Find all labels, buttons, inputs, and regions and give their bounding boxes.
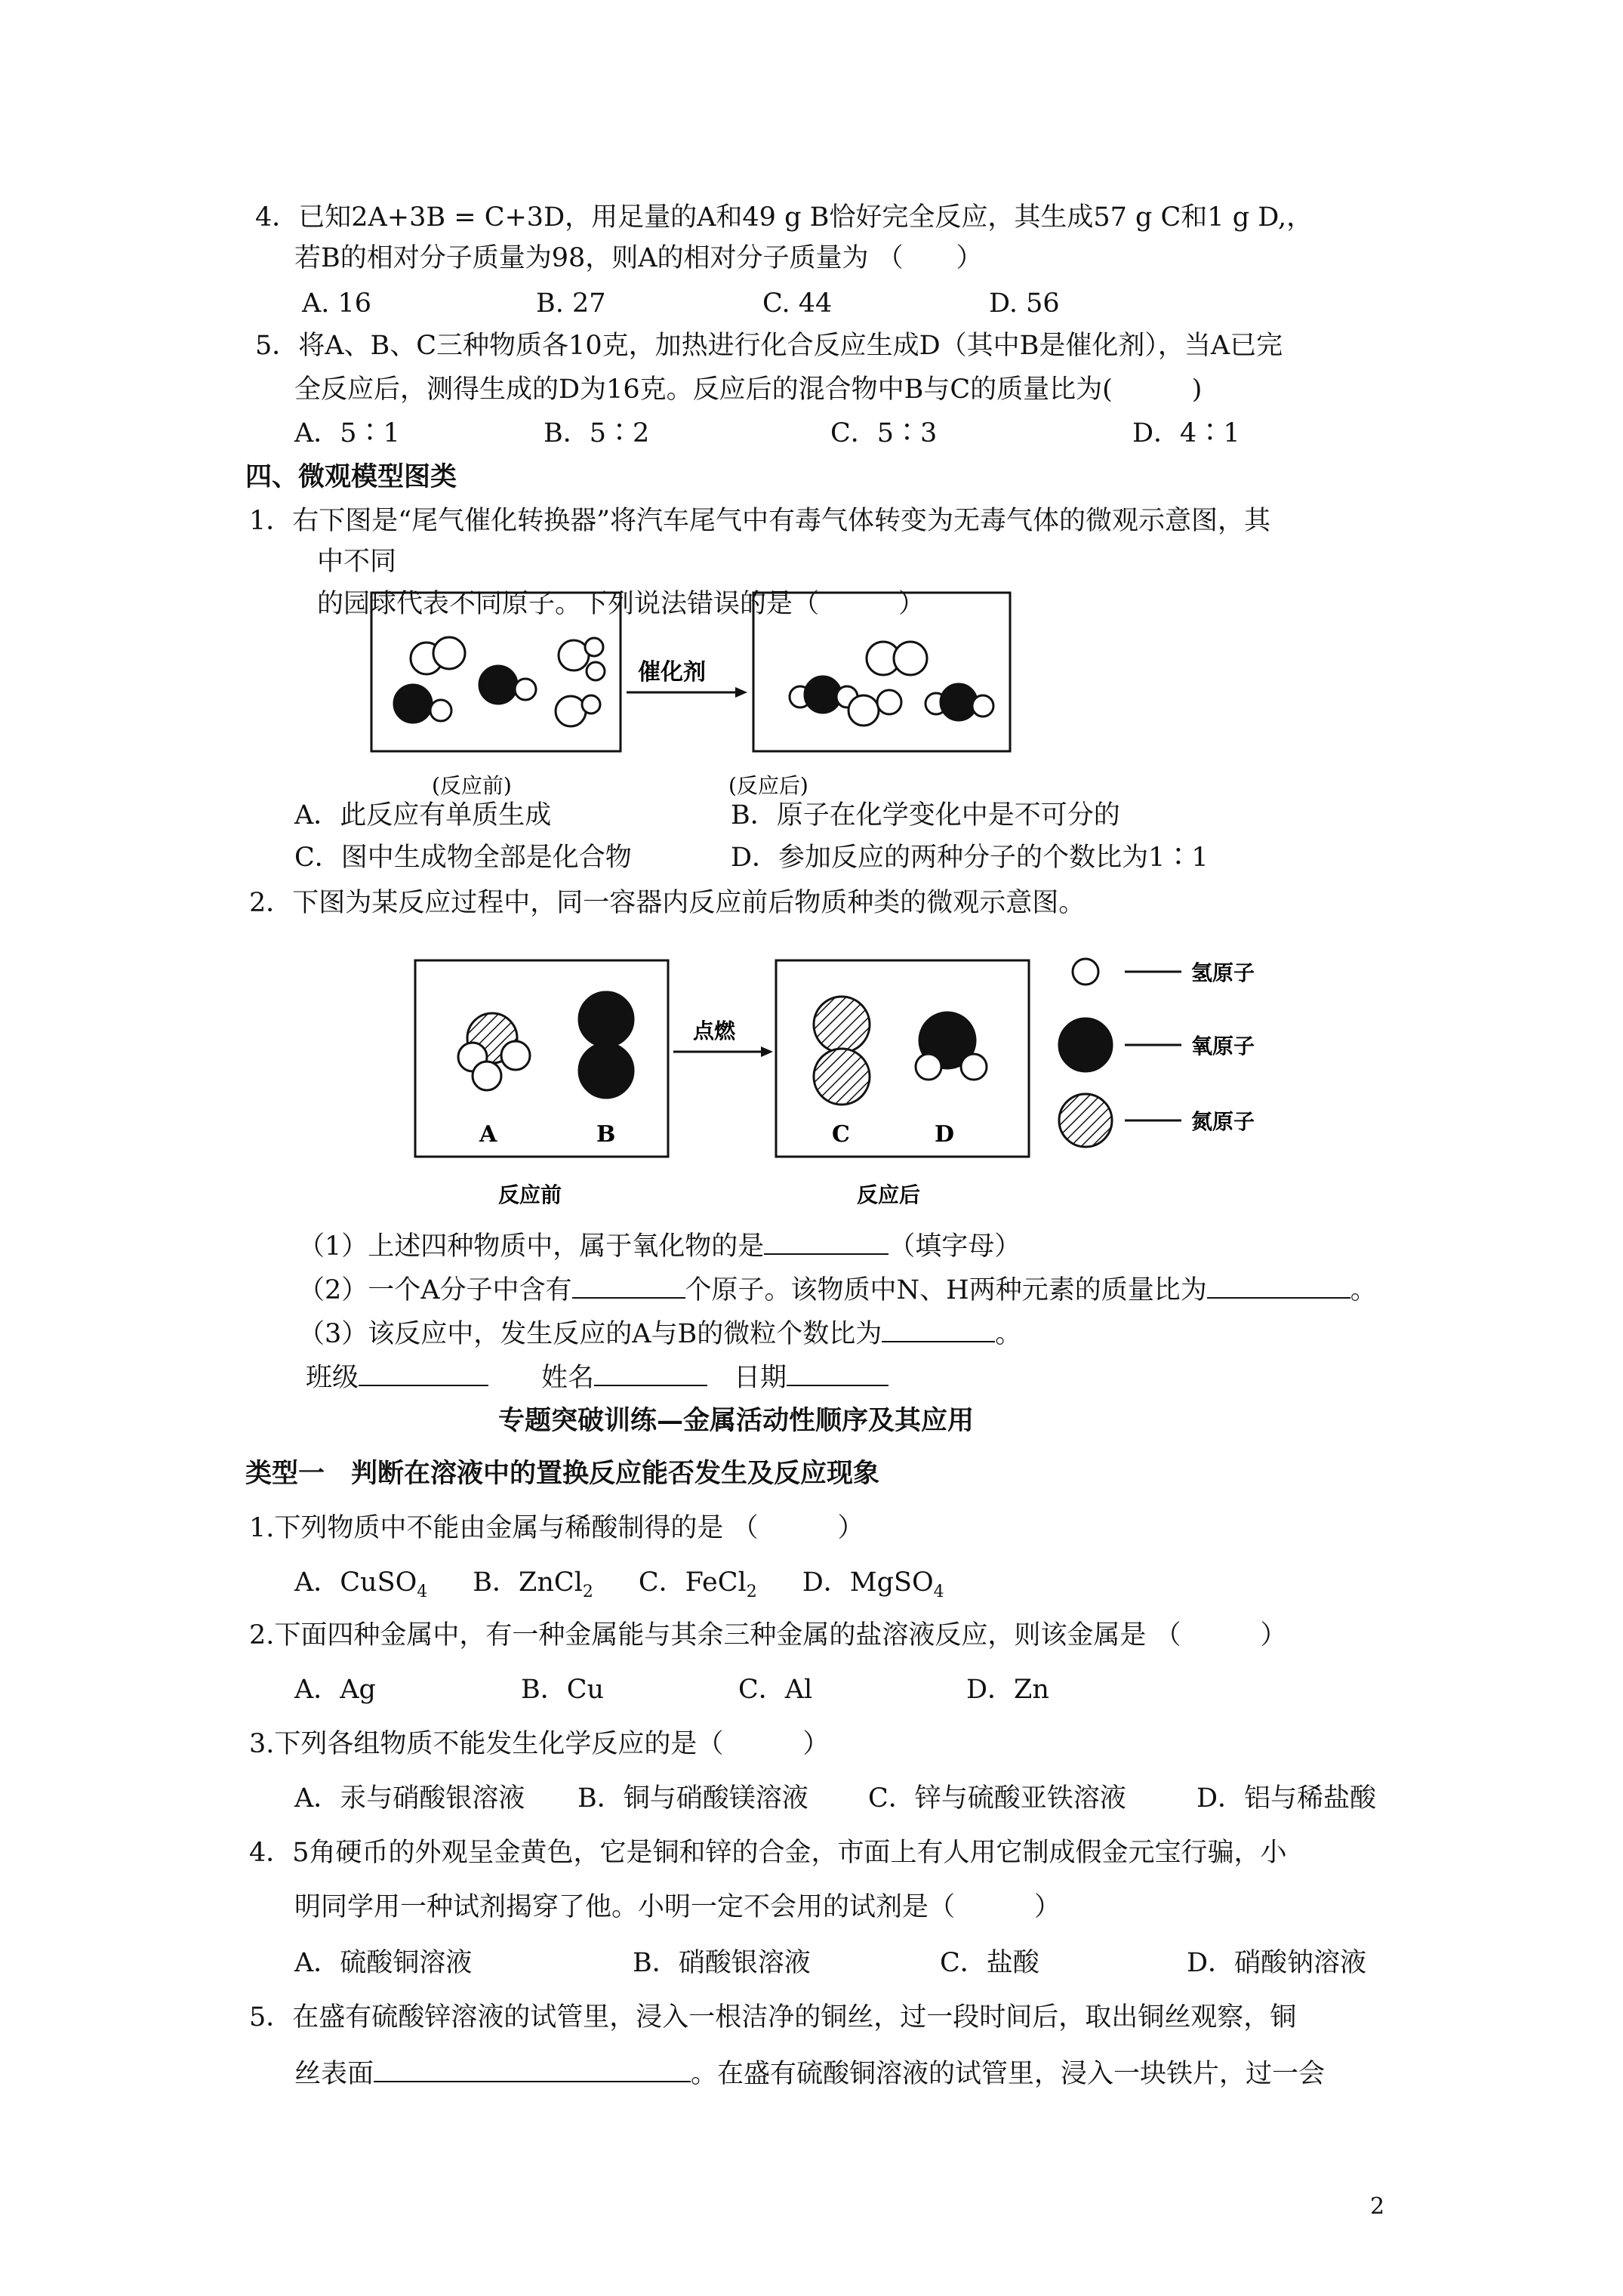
q5-option-b: B．5∶2 bbox=[544, 418, 650, 448]
metal-q3-option-a: A．汞与硝酸银溶液 bbox=[294, 1783, 525, 1814]
molecule-b bbox=[579, 992, 633, 1098]
metal-q1-option-a: A．CuSO$_4$ bbox=[294, 1567, 428, 1601]
s4-q2-sub1: （1）上述四种物质中，属于氧化物的是 （填字母） bbox=[298, 1228, 1021, 1263]
before-caption: (反应前) bbox=[432, 773, 512, 798]
metal-q4-line1: 4．5角硬币的外观呈金黄色，它是铜和锌的合金，市面上有人用它制成假金元宝行骗，小 bbox=[249, 1838, 1287, 1868]
metal-q5-line2: 丝表面 。在盛有硫酸铜溶液的试管里，浸入一块铁片，过一会 bbox=[294, 2055, 1325, 2091]
s4-q2-sub2: （2）一个A分子中含有 个原子。该物质中N、H两种元素的质量比为 。 bbox=[298, 1271, 1377, 1307]
q5-option-c: C．5∶3 bbox=[830, 418, 938, 448]
answer-blank-copper-surface[interactable] bbox=[374, 2055, 691, 2082]
label-d: D bbox=[935, 1121, 955, 1148]
q4-option-d: D. 56 bbox=[989, 288, 1060, 319]
label-b: B bbox=[596, 1121, 616, 1148]
ignite-label: 点燃 bbox=[693, 1019, 736, 1043]
type1-heading: 类型一 判断在溶液中的置换反应能否发生及反应现象 bbox=[245, 1458, 880, 1489]
catalyst-label: 催化剂 bbox=[638, 659, 706, 686]
answer-blank-particle-ratio[interactable] bbox=[882, 1315, 995, 1342]
metal-q5-line1: 5．在盛有硫酸锌溶液的试管里，浸入一根洁净的铜丝，过一段时间后，取出铜丝观察，铜 bbox=[249, 2002, 1297, 2032]
metal-q3-option-b: B．铜与硝酸镁溶液 bbox=[577, 1783, 808, 1814]
section4-heading: 四、微观模型图类 bbox=[245, 461, 457, 492]
answer-blank-oxides[interactable] bbox=[764, 1228, 888, 1255]
s4-q1-option-d: D．参加反应的两种分子的个数比为1∶1 bbox=[731, 843, 1209, 873]
metal-q2-option-a: A．Ag bbox=[294, 1675, 376, 1705]
answer-blank-mass-ratio[interactable] bbox=[1207, 1271, 1350, 1299]
metal-q3-option-c: C．锌与硫酸亚铁溶液 bbox=[868, 1783, 1126, 1814]
date-field[interactable] bbox=[787, 1359, 888, 1386]
metal-q2-option-d: D．Zn bbox=[966, 1675, 1049, 1705]
label-c: C bbox=[832, 1121, 850, 1148]
metal-q1-options bbox=[294, 1566, 944, 1609]
metal-q1-option-b: B．ZnCl$_2$ bbox=[473, 1567, 593, 1601]
legend-oxygen: 氧原子 bbox=[1191, 1034, 1255, 1059]
metal-q4-option-d: D．硝酸钠溶液 bbox=[1187, 1948, 1367, 1978]
combustion-reaction-figure bbox=[408, 944, 1336, 1216]
s4-q1-option-c: C．图中生成物全部是化合物 bbox=[294, 843, 632, 873]
s4-q1-line2: 中不同 bbox=[317, 547, 397, 577]
after-caption: (反应后) bbox=[728, 773, 808, 798]
s4-q1-line3: 的园球代表不同原子。下列说法错误的是（ ） bbox=[317, 589, 925, 619]
s4-q2-line1: 2．下图为某反应过程中，同一容器内反应前后物质种类的微观示意图。 bbox=[249, 888, 1086, 918]
page-number: 2 bbox=[1370, 2193, 1385, 2220]
legend-hydrogen: 氢原子 bbox=[1191, 960, 1255, 985]
q5-option-d: D．4∶1 bbox=[1132, 418, 1240, 448]
after-box bbox=[776, 960, 1029, 1157]
metal-q2-option-b: B．Cu bbox=[521, 1675, 605, 1705]
legend-nitrogen: 氮原子 bbox=[1191, 1109, 1255, 1134]
molecule-c bbox=[814, 997, 870, 1105]
molecule-d bbox=[916, 1012, 987, 1080]
answer-blank-atom-count[interactable] bbox=[572, 1271, 685, 1299]
metal-q3: 3.下列各组物质不能发生化学反应的是（ ） bbox=[249, 1729, 830, 1759]
metal-q2: 2.下面四种金属中，有一种金属能与其余三种金属的盐溶液反应，则该金属是 （ ） bbox=[249, 1620, 1287, 1650]
molecule-a bbox=[458, 1013, 530, 1090]
class-field[interactable] bbox=[359, 1359, 488, 1386]
q4-line1: 4．已知2A+3B = C+3D，用足量的A和49 g B恰好完全反应，其生成57 g C和1 g D,， bbox=[255, 202, 1313, 233]
metal-q2-option-c: C．Al bbox=[738, 1675, 813, 1705]
q5-option-a: A．5∶1 bbox=[294, 418, 400, 448]
s4-q1-line1: 1．右下图是“尾气催化转换器”将汽车尾气中有毒气体转变为无毒气体的微观示意图，其 bbox=[249, 506, 1271, 536]
student-info-line: 班级 姓名 日期 bbox=[306, 1359, 888, 1395]
s4-q1-option-a: A．此反应有单质生成 bbox=[294, 800, 552, 831]
before-molecules bbox=[394, 637, 605, 726]
metal-q4-option-a: A．硫酸铜溶液 bbox=[294, 1948, 473, 1978]
q5-line2: 全反应后，测得生成的D为16克。反应后的混合物中B与C的质量比为( ) bbox=[294, 374, 1203, 405]
metal-q1-option-c: C．FeCl$_2$ bbox=[638, 1567, 757, 1601]
q4-line2: 若B的相对分子质量为98，则A的相对分子质量为 （ ） bbox=[294, 243, 983, 273]
after-caption: 反应后 bbox=[857, 1182, 921, 1207]
metal-q3-option-d: D．铝与稀盐酸 bbox=[1196, 1783, 1377, 1814]
before-caption: 反应前 bbox=[498, 1182, 562, 1207]
metal-q1: 1.下列物质中不能由金属与稀酸制得的是 （ ） bbox=[249, 1513, 864, 1543]
metal-section-title: 专题突破训练—金属活动性顺序及其应用 bbox=[498, 1405, 975, 1436]
metal-q4-line2: 明同学用一种试剂揭穿了他。小明一定不会用的试剂是（ ） bbox=[294, 1892, 1061, 1922]
name-field[interactable] bbox=[594, 1359, 707, 1386]
metal-q4-option-b: B．硝酸银溶液 bbox=[633, 1948, 811, 1978]
catalytic-converter-figure bbox=[362, 585, 1027, 804]
s4-q1-option-b: B．原子在化学变化中是不可分的 bbox=[731, 800, 1120, 831]
q5-line1: 5．将A、B、C三种物质各10克，加热进行化合反应生成D（其中B是催化剂），当A已完 bbox=[255, 331, 1283, 361]
after-molecules bbox=[790, 642, 993, 726]
metal-q4-option-c: C．盐酸 bbox=[940, 1948, 1039, 1978]
q4-option-b: B. 27 bbox=[536, 288, 606, 319]
label-a: A bbox=[479, 1121, 497, 1148]
q4-option-c: C. 44 bbox=[762, 288, 833, 319]
s4-q2-sub3: （3）该反应中，发生反应的A与B的微粒个数比为 。 bbox=[298, 1315, 1021, 1351]
q4-option-a: A. 16 bbox=[302, 288, 372, 319]
metal-q1-option-d: D．MgSO$_4$ bbox=[802, 1567, 944, 1601]
legend bbox=[1059, 959, 1181, 1147]
